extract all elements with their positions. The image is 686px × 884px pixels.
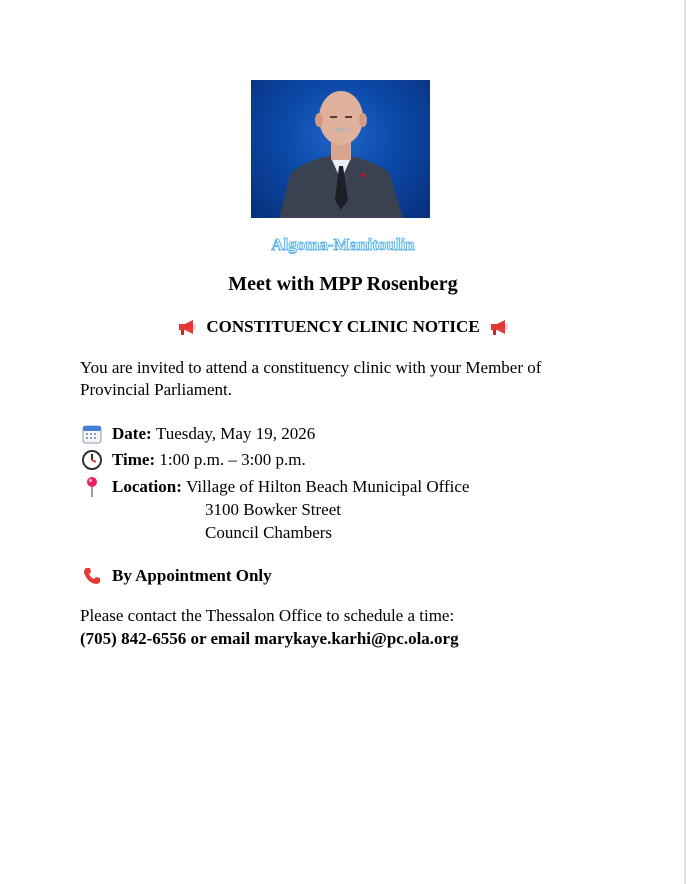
contact-block: [80, 604, 459, 650]
mpp-photo: [251, 80, 430, 218]
riding-name: Algoma-Manitoulin: [271, 235, 415, 254]
contact-line-1: Please contact the Thessalon Office to schedule a time:: [80, 606, 455, 625]
intro-paragraph: You are invited to attend a constituency clinic with your Member of Provincial Parliament.: [80, 358, 542, 399]
location-row: [80, 476, 469, 498]
clock-icon: [80, 449, 104, 471]
time-label: Time:: [112, 450, 156, 469]
location-line-3: Council Chambers: [205, 523, 333, 542]
page-title: Meet with MPP Rosenberg: [228, 273, 458, 295]
megaphone-icon: [176, 318, 198, 336]
appointment-label: By Appointment Only: [112, 566, 272, 585]
time-row: [80, 449, 306, 471]
notice-heading: [0, 317, 686, 337]
location-line-2: 3100 Bowker Street: [205, 500, 341, 519]
location-label: Location:: [112, 477, 182, 496]
megaphone-icon: [488, 318, 510, 336]
phone-icon: [80, 565, 104, 587]
date-row: [80, 423, 315, 445]
date-label: Date:: [112, 424, 152, 443]
location-line-1: Village of Hilton Beach Municipal Office: [186, 477, 470, 496]
pushpin-icon: [80, 476, 104, 498]
calendar-icon: [80, 423, 104, 445]
time-value: 1:00 p.m. – 3:00 p.m.: [159, 450, 306, 469]
appointment-note: [80, 565, 272, 587]
contact-line-2: (705) 842-6556 or email marykaye.karhi@pc.ola.org: [80, 629, 459, 648]
notice-label: CONSTITUENCY CLINIC NOTICE: [206, 317, 480, 336]
date-value: Tuesday, May 19, 2026: [155, 424, 316, 443]
